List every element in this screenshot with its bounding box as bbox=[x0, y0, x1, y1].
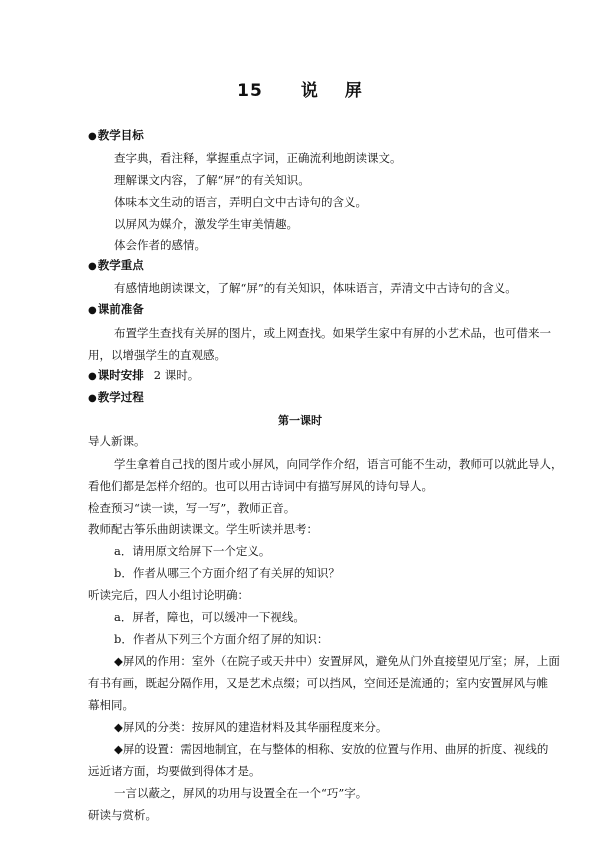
bullet-icon: ● bbox=[88, 131, 97, 142]
preparation-line: 用，以增强学生的直观感。 bbox=[88, 348, 226, 362]
body-line: ◆屏风的作用：室外（在院子或天井中）安置屏风，避免从门外直接望见厅室；屏，上面 bbox=[114, 654, 560, 668]
title-char-1: 说 bbox=[300, 81, 319, 101]
bullet-icon: ● bbox=[88, 305, 97, 316]
preparation-heading: ●课前准备 bbox=[88, 302, 144, 316]
body-line: 看他们都是怎样介绍的。也可以用古诗词中有描写屏风的诗句导人。 bbox=[88, 479, 433, 493]
goal-item: 体味本文生动的语言，弄明白文中古诗句的含义。 bbox=[114, 195, 367, 209]
body-line: a．请用原文给屏下一个定义。 bbox=[114, 544, 271, 558]
body-line: a．屏者，障也，可以缓冲一下视线。 bbox=[114, 610, 305, 624]
body-line: 学生拿着自己找的图片或小屏风，向同学作介绍，语言可能不生动，教师可以就此导人， bbox=[114, 457, 563, 471]
body-line: 有书有画，既起分隔作用，又是艺术点缀；可以挡风，空间还是流通的；室内安置屏风与帷 bbox=[88, 676, 548, 690]
body-line: b．作者从下列三个方面介绍了屏的知识： bbox=[114, 632, 329, 646]
bullet-icon: ● bbox=[88, 393, 97, 404]
schedule-heading: ●课时安排 bbox=[88, 368, 144, 382]
bullet-icon: ● bbox=[88, 371, 97, 382]
preparation-line: 布置学生查找有关屏的图片，或上网查找。如果学生家中有屏的小艺术品，也可借来一 bbox=[114, 326, 551, 340]
goal-item: 查字典，看注释，掌握重点字词，正确流利地朗读课文。 bbox=[114, 151, 402, 165]
title-char-2: 屏 bbox=[344, 81, 363, 101]
bullet-icon: ● bbox=[88, 261, 97, 272]
body-line: 导人新课。 bbox=[88, 434, 146, 448]
schedule-value: 2 课时。 bbox=[153, 368, 200, 382]
schedule-row bbox=[88, 368, 199, 384]
goals-heading: ●教学目标 bbox=[88, 128, 144, 142]
goal-item: 体会作者的感情。 bbox=[114, 238, 206, 252]
goal-item: 理解课文内容，了解“屏”的有关知识。 bbox=[114, 173, 310, 187]
body-line: 教师配古筝乐曲朗读课文。学生听读并思考： bbox=[88, 522, 318, 536]
process-heading: ●教学过程 bbox=[88, 390, 144, 404]
lesson-number: 15 bbox=[237, 81, 263, 101]
body-line: ◆屏的设置：需因地制宜，在与整体的相称、安放的位置与作用、曲屏的折度、视线的 bbox=[114, 742, 549, 756]
lesson1-title: 第一课时 bbox=[278, 414, 322, 427]
body-line: 检查预习“读一读，写一写”，教师正音。 bbox=[88, 501, 296, 515]
body-line: 幕相同。 bbox=[88, 698, 134, 712]
body-line: 远近诸方面，均要做到得体才是。 bbox=[88, 764, 261, 778]
body-line: 一言以蔽之，屏风的功用与设置全在一个“巧”字。 bbox=[114, 786, 368, 800]
body-line: 听读完后，四人小组讨论明确： bbox=[88, 588, 249, 602]
goal-item: 以屏风为媒介，激发学生审美情趣。 bbox=[114, 217, 298, 231]
key-points-text: 有感情地朗读课文，了解“屏”的有关知识，体味语言，弄清文中古诗句的含义。 bbox=[114, 281, 517, 295]
body-line: b．作者从哪三个方面介绍了有关屏的知识？ bbox=[114, 566, 340, 580]
body-line: ◆屏风的分类：按屏风的建造材料及其华丽程度来分。 bbox=[114, 720, 388, 734]
key-points-heading: ●教学重点 bbox=[88, 258, 144, 272]
body-line: 研读与赏析。 bbox=[88, 808, 157, 822]
lesson-title bbox=[0, 76, 600, 101]
